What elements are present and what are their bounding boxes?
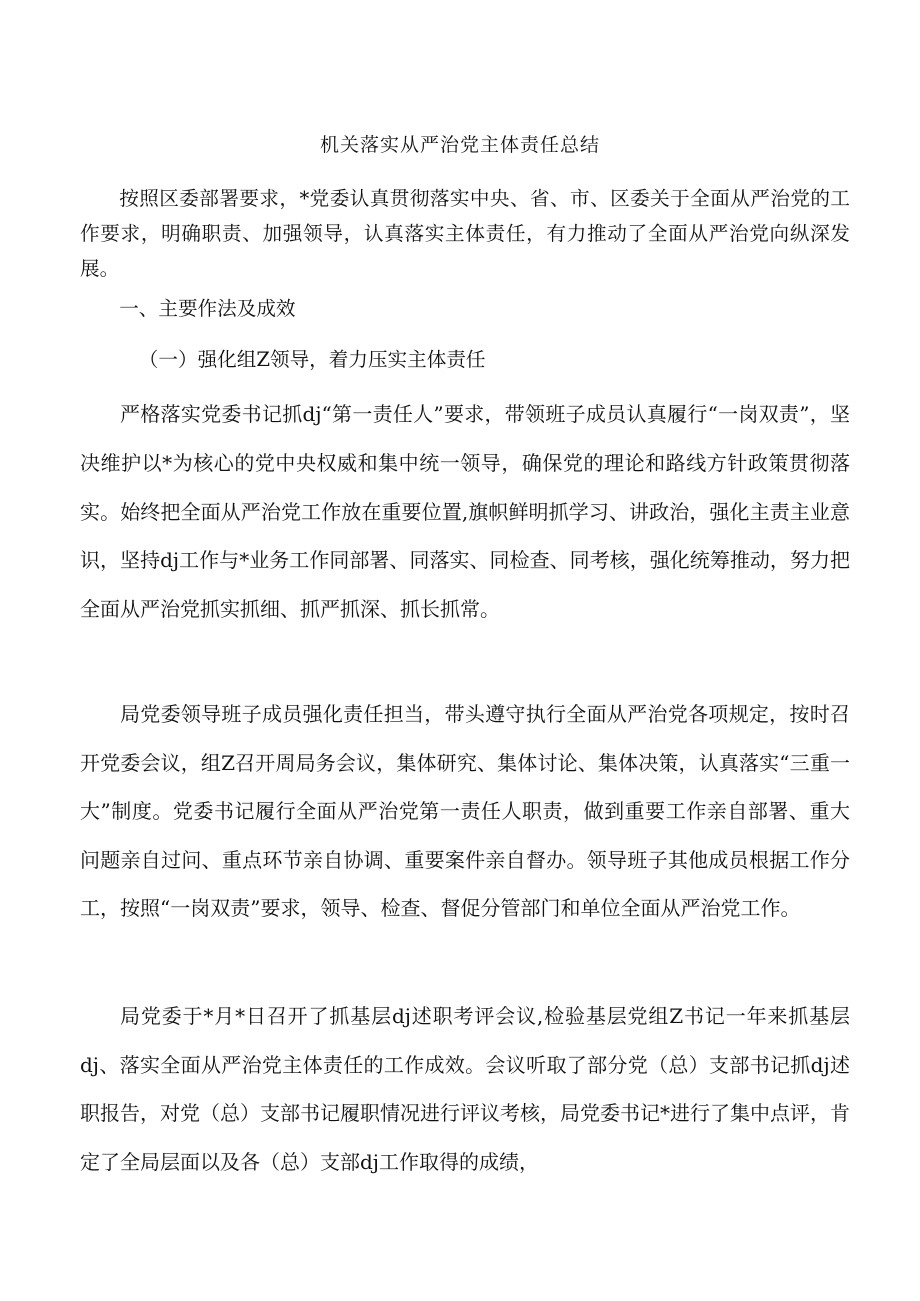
- body-paragraph-3: 局党委于*月*日召开了抓基层dj述职考评会议,检验基层党组Z书记一年来抓基层dj、落实全面从严治党主体责任的工作成效。会议听取了部分党（总）支部书记抓dj述职报告，对党（总）支部书记履职情况进行评议考核，局党委书记*进行了集中点评，肯定了全局层面以及各（总）支部dj工作取得的成绩，: [80, 1004, 850, 1174]
- body-paragraph-1: 严格落实党委书记抓dj“第一责任人”要求，带领班子成员认真履行“一岗双责”，坚决维护以*为核心的党中央权威和集中统一领导，确保党的理论和路线方针政策贯彻落实。始终把全面从严治党工作放在重要位置,旗帜鲜明抓学习、讲政治，强化主责主业意识，坚持dj工作与*业务工作同部署、同落实、同检查、同考核，强化统筹推动，努力把全面从严治党抓实抓细、抓严抓深、抓长抓常。: [80, 402, 850, 622]
- subsection-heading: （一）强化组Z领导，着力压实主体责任: [138, 348, 486, 371]
- body-paragraph-2: 局党委领导班子成员强化责任担当，带头遵守执行全面从严治党各项规定，按时召开党委会议，组Z召开周局务会议，集体研究、集体讨论、集体决策，认真落实“三重一大”制度。党委书记履行全面从严治党第一责任人职责，做到重要工作亲自部署、重大问题亲自过问、重点环节亲自协调、重要案件亲自督办。领导班子其他成员根据工作分工，按照“一岗双责”要求，领导、检查、督促分管部门和单位全面从严治党工作。: [80, 702, 850, 920]
- intro-paragraph: 按照区委部署要求，*党委认真贯彻落实中央、省、市、区委关于全面从严治党的工作要求，明确职责、加强领导，认真落实主体责任，有力推动了全面从严治党向纵深发展。: [80, 187, 850, 280]
- section-heading: 一、主要作法及成效: [119, 297, 296, 320]
- document-title: 机关落实从严治党主体责任总结: [319, 134, 600, 156]
